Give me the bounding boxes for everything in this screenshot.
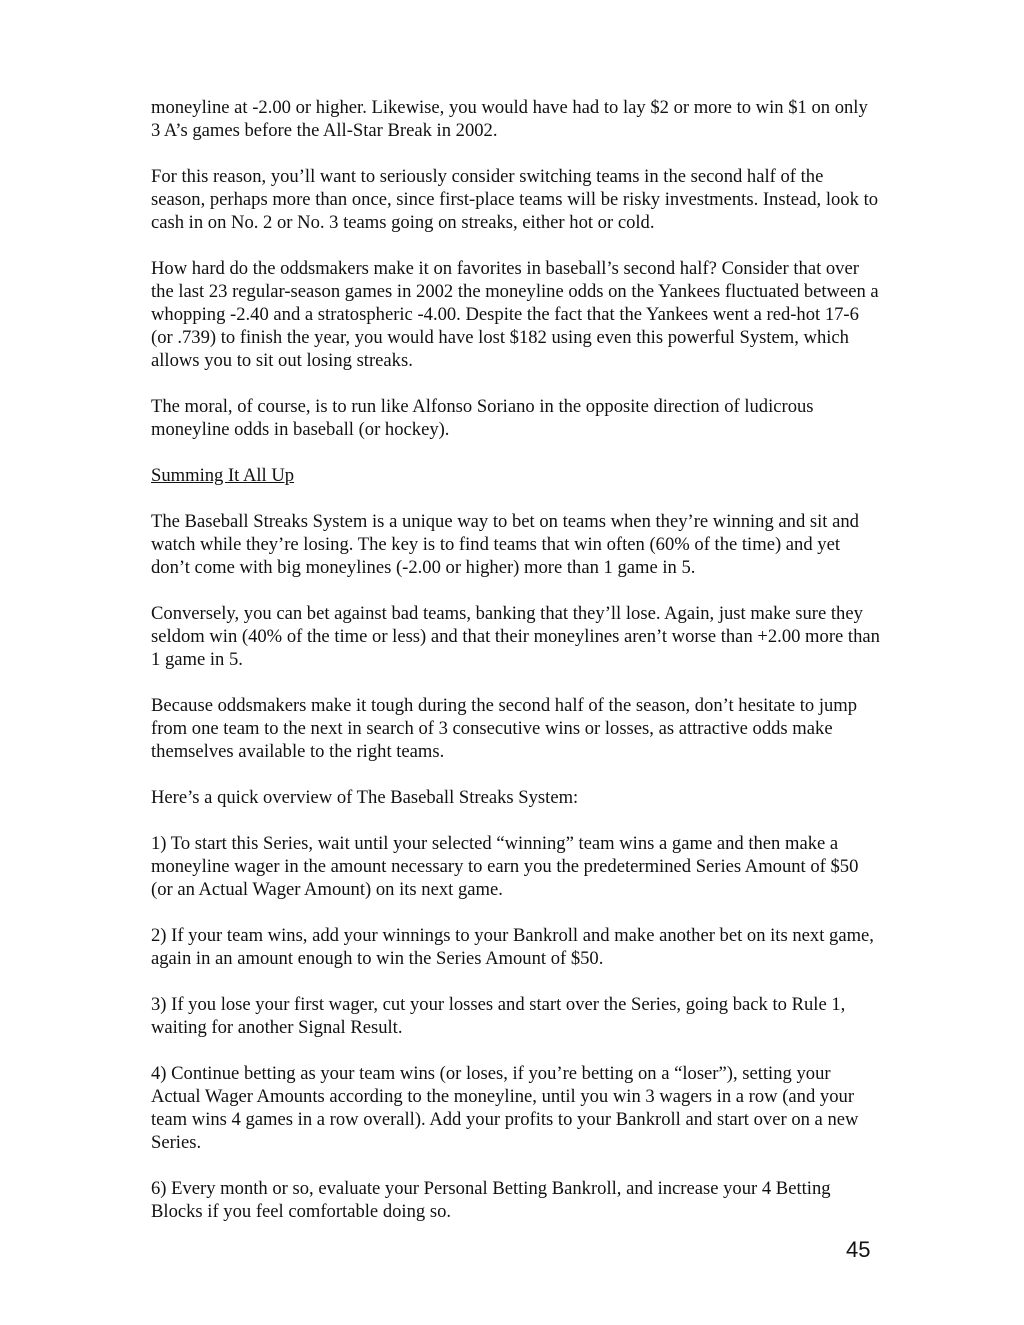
rule-1: 1) To start this Series, wait until your selected “winning” team wins a game and then make a moneyline wager in the amount necessary to earn you the predetermined Series Amount of $50 (or an Actual Wager Amount) on its next game. <box>151 833 859 900</box>
rule-4: 4) Continue betting as your team wins (or loses, if you’re betting on a “loser”), setting your Actual Wager Amounts according to the moneyline, until you win 3 wagers in a row (and your team wins 4 games in a row overall). Add your profits to your Bankroll and start over on a new Series. <box>151 1063 859 1153</box>
page-number: 45 <box>846 1237 871 1262</box>
rule-3: 3) If you lose your first wager, cut your losses and start over the Series, going back to Rule 1, waiting for another Signal Result. <box>151 994 846 1038</box>
paragraph-second-half: Because oddsmakers make it tough during the second half of the season, don’t hesitate to jump from one team to the next in search of 3 consecutive wins or losses, as attractive odds make themselves available to the right teams. <box>151 695 858 762</box>
paragraph-switching-teams: For this reason, you’ll want to seriously consider switching teams in the second half of the season, perhaps more than once, since first-place teams will be risky investments. Instead, look to cash in on No. 2 or No. 3 teams going on streaks, either hot or cold. <box>151 166 879 233</box>
page-body <box>151 96 881 1246</box>
paragraph-moneyline-intro: moneyline at -2.00 or higher. Likewise, you would have had to lay $2 or more to win $1 on only 3 A’s games before the All-Star Break in 2002. <box>151 97 868 141</box>
paragraph-system-summary: The Baseball Streaks System is a unique way to bet on teams when they’re winning and sit and watch while they’re losing. The key is to find teams that win often (60% of the time) and yet don’t come with big moneylines (-2.00 or higher) more than 1 game in 5. <box>151 511 859 578</box>
section-heading: Summing It All Up <box>151 465 295 486</box>
paragraph-overview-intro: Here’s a quick overview of The Baseball Streaks System: <box>151 787 579 808</box>
paragraph-oddsmakers-favorites: How hard do the oddsmakers make it on favorites in baseball’s second half? Consider that over the last 23 regular-season games in 2002 the moneyline odds on the Yankees fluctuated between a whopping -2.40 and a stratospheric -4.00. Despite the fact that the Yankees went a red-hot 17-6 (or .739) to finish the year, you would have lost $182 using even this powerful System, which allows you to sit out losing streaks. <box>151 258 879 371</box>
paragraph-moral: The moral, of course, is to run like Alfonso Soriano in the opposite direction of ludicrous moneyline odds in baseball (or hockey). <box>151 396 814 440</box>
rule-6: 6) Every month or so, evaluate your Personal Betting Bankroll, and increase your 4 Betting Blocks if you feel comfortable doing so. <box>151 1178 831 1222</box>
paragraph-bet-against: Conversely, you can bet against bad teams, banking that they’ll lose. Again, just make sure they seldom win (40% of the time or less) and that their moneylines aren’t worse than +2.00 more than 1 game in 5. <box>151 603 880 670</box>
rule-2: 2) If your team wins, add your winnings to your Bankroll and make another bet on its next game, again in an amount enough to win the Series Amount of $50. <box>151 925 874 969</box>
